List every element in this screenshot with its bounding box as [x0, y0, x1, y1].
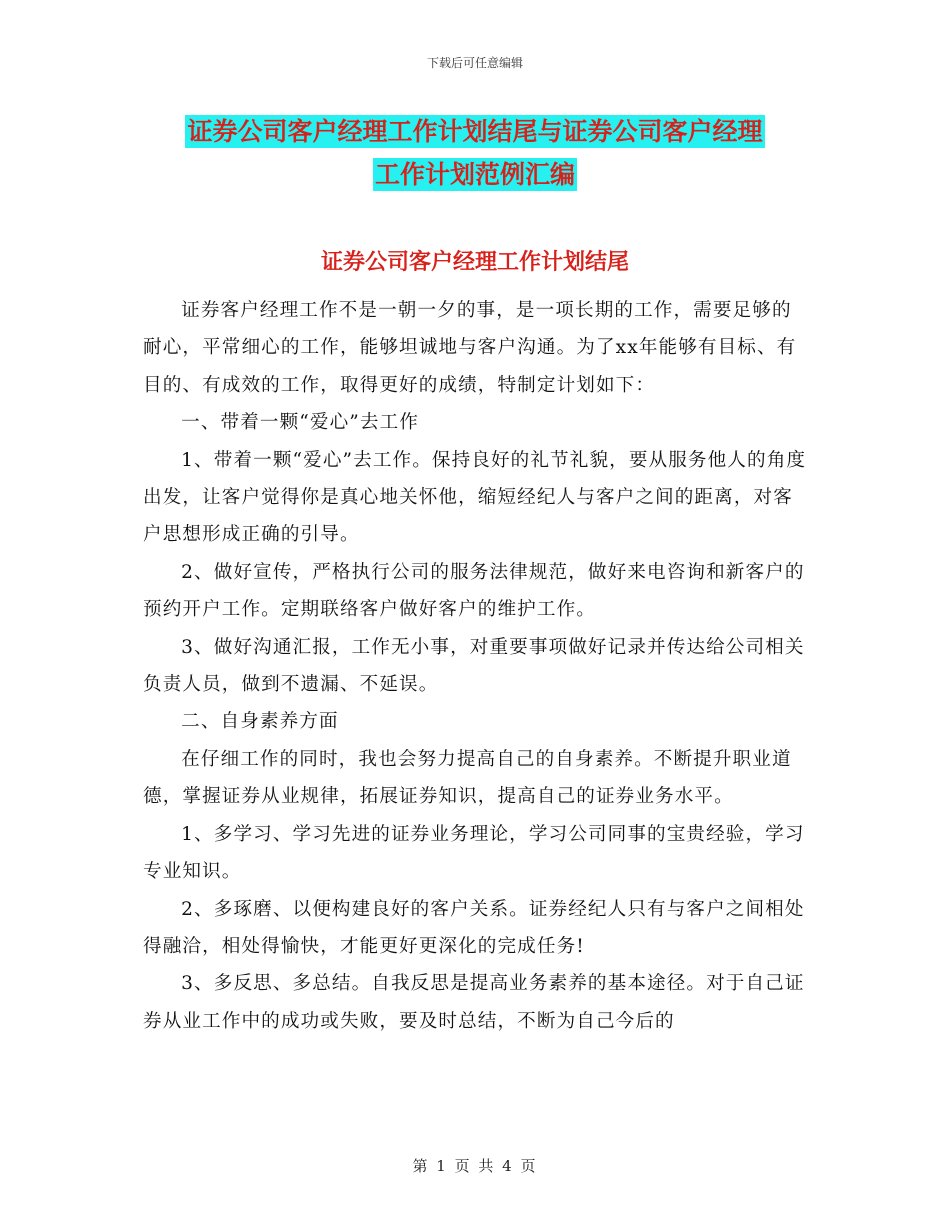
paragraph: 二、自身素养方面 — [181, 711, 339, 733]
paragraph: 证券客户经理工作不是一朝一夕的事，是一项长期的工作，需要足够的耐心，平常细心的工作，能够坦诚地与客户沟通。为了xx年能够有目标、有目的、有成效的工作，取得更好的成绩，特制定计划如下： — [143, 300, 797, 396]
title-line-2: 工作计划范例汇编 — [374, 160, 575, 189]
section-title: 证券公司客户经理工作计划结尾 — [320, 250, 629, 275]
paragraph: 3、做好沟通汇报，工作无小事，对重要事项做好记录并传达给公司相关负责人员，做到不遗漏、不延误。 — [143, 636, 805, 696]
paragraph: 2、做好宣传，严格执行公司的服务法律规范，做好来电咨询和新客户的预约开户工作。定期联络客户做好客户的维护工作。 — [143, 561, 805, 621]
paragraph: 1、多学习、学习先进的证券业务理论，学习公司同事的宝贵经验，学习专业知识。 — [143, 823, 805, 883]
paragraph: 在仔细工作的同时，我也会努力提高自己的自身素养。不断提升职业道德，掌握证券从业规律，拓展证券知识，提高自己的证券业务水平。 — [143, 748, 792, 808]
document-title — [0, 110, 950, 196]
paragraph: 3、多反思、多总结。自我反思是提高业务素养的基本途径。对于自己证券从业工作中的成功或失败，要及时总结，不断为自己今后的 — [143, 973, 805, 1032]
title-line-1: 证券公司客户经理工作计划结尾与证券公司客户经理 — [187, 117, 763, 146]
header-note: 下载后可任意编辑 — [426, 56, 523, 70]
paragraph: 2、多琢磨、以便构建良好的客户关系。证券经纪人只有与客户之间相处得融洽，相处得愉快，才能更好更深化的完成任务! — [143, 898, 805, 957]
paragraph: 1、带着一颗“爱心”去工作。保持良好的礼节礼貌，要从服务他人的角度出发，让客户觉得你是真心地关怀他，缩短经纪人与客户之间的距离，对客户思想形成正确的引导。 — [143, 449, 807, 546]
body-text — [143, 292, 807, 1040]
paragraph: 一、带着一颗“爱心”去工作 — [181, 412, 419, 434]
page-footer: 第 1 页 共 4 页 — [412, 1157, 538, 1175]
